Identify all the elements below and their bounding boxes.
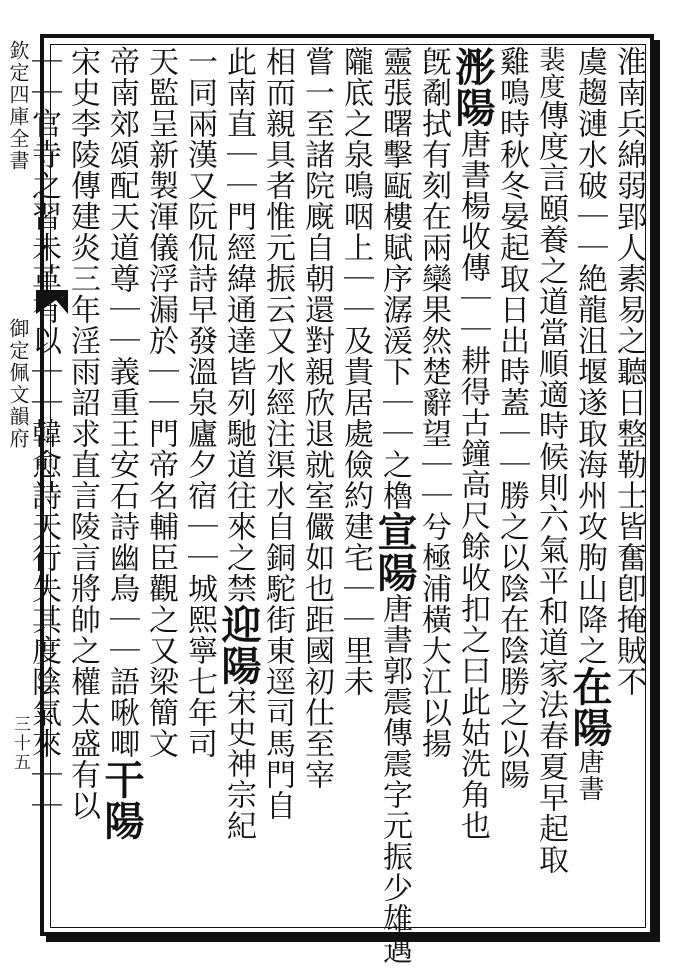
text-column [336, 46, 373, 916]
column-text: 宋史神宗紀 [221, 686, 256, 841]
text-column [63, 46, 100, 916]
column-text: 虞趨漣水破｜｜絶龍沮堰遂取海州攻朐山降之 [572, 46, 607, 666]
text-column [141, 46, 178, 916]
book-title: 御定佩文韻府 [6, 318, 30, 450]
text-column [297, 46, 334, 916]
border-shadow-bottom [46, 936, 660, 942]
border-shadow-right [654, 40, 660, 940]
column-text: 唐書楊收傳｜｜耕得古鐘高尺餘收扣之曰此姑洗角也 [455, 128, 490, 841]
column-text: 帝南郊頌配天道尊｜｜義重王安石詩幽鳥｜｜語啾唧 [104, 46, 139, 759]
column-text: 相而親具者惟元振云又水經注渠水自銅駝街東逕司馬門自 [260, 46, 295, 821]
text-column [215, 46, 262, 916]
page-number: 三十五 [10, 715, 30, 772]
text-column [371, 46, 418, 965]
text-column [180, 46, 217, 916]
text-column [609, 46, 646, 916]
column-text: ｜｜官寺之習未革有以｜｜韓愈詩天行失其度陰氣來｜｜ [26, 46, 61, 821]
column-text: 此南直｜｜門經緯通達皆列馳道往來之禁 [221, 46, 256, 604]
entry-headword: 浵陽 [449, 46, 496, 128]
column-text: 一同兩漢又阮侃詩早發溫泉廬夕宿｜｜城熙寧七年司 [182, 46, 217, 759]
entry-headword: 宣陽 [371, 511, 418, 593]
column-text: 裴度 [535, 46, 565, 100]
column-text: 靈張曙擊甌樓賦序潺湲下｜｜之櫓 [377, 46, 412, 511]
column-text: 隴底之泉鳴咽上｜｜及貴居處儉約建宅｜｜里未 [338, 46, 373, 697]
column-text: 天監呈新製渾儀浮漏於｜｜門帝名輔臣觀之又梁簡文 [143, 46, 178, 759]
text-column [492, 46, 529, 916]
text-column [98, 46, 145, 916]
text-columns [22, 46, 646, 965]
entry-headword: 干陽 [98, 759, 145, 841]
text-column [449, 46, 496, 916]
column-text: 宋史李陵傳建炎三年淫雨詔求直言陵言將帥之權太盛有以 [65, 46, 100, 821]
column-text: 旣劀拭有刻在兩欒果然楚辭望｜｜兮極浦橫大江以揚 [416, 46, 451, 759]
text-column [258, 46, 295, 916]
column-text: 傳度言頤養之道當順適時候則六氣平和道家法春夏早起取 [533, 100, 568, 875]
text-column [531, 46, 568, 916]
column-text: 唐書 [574, 748, 604, 802]
text-column [24, 46, 61, 916]
entry-headword: 迎陽 [215, 604, 262, 686]
entry-headword: 在陽 [566, 666, 613, 748]
column-text: 雞鳴時秋冬晏起取日出時蓋｜｜勝之以陰在陰勝之以陽 [494, 46, 529, 790]
text-column [566, 46, 613, 916]
column-text: 淮南兵綿弱郢人素易之聽日整勒士皆奮卽掩賊不 [611, 46, 646, 697]
column-text: 唐書郭震傳震字元振少雄邁 [377, 593, 412, 965]
collection-title: 欽定四庫全書 [6, 40, 30, 172]
column-text: 嘗一至諸院廐自朝還對親欣退就室儼如也距國初仕至宰 [299, 46, 334, 790]
text-column [414, 46, 451, 916]
